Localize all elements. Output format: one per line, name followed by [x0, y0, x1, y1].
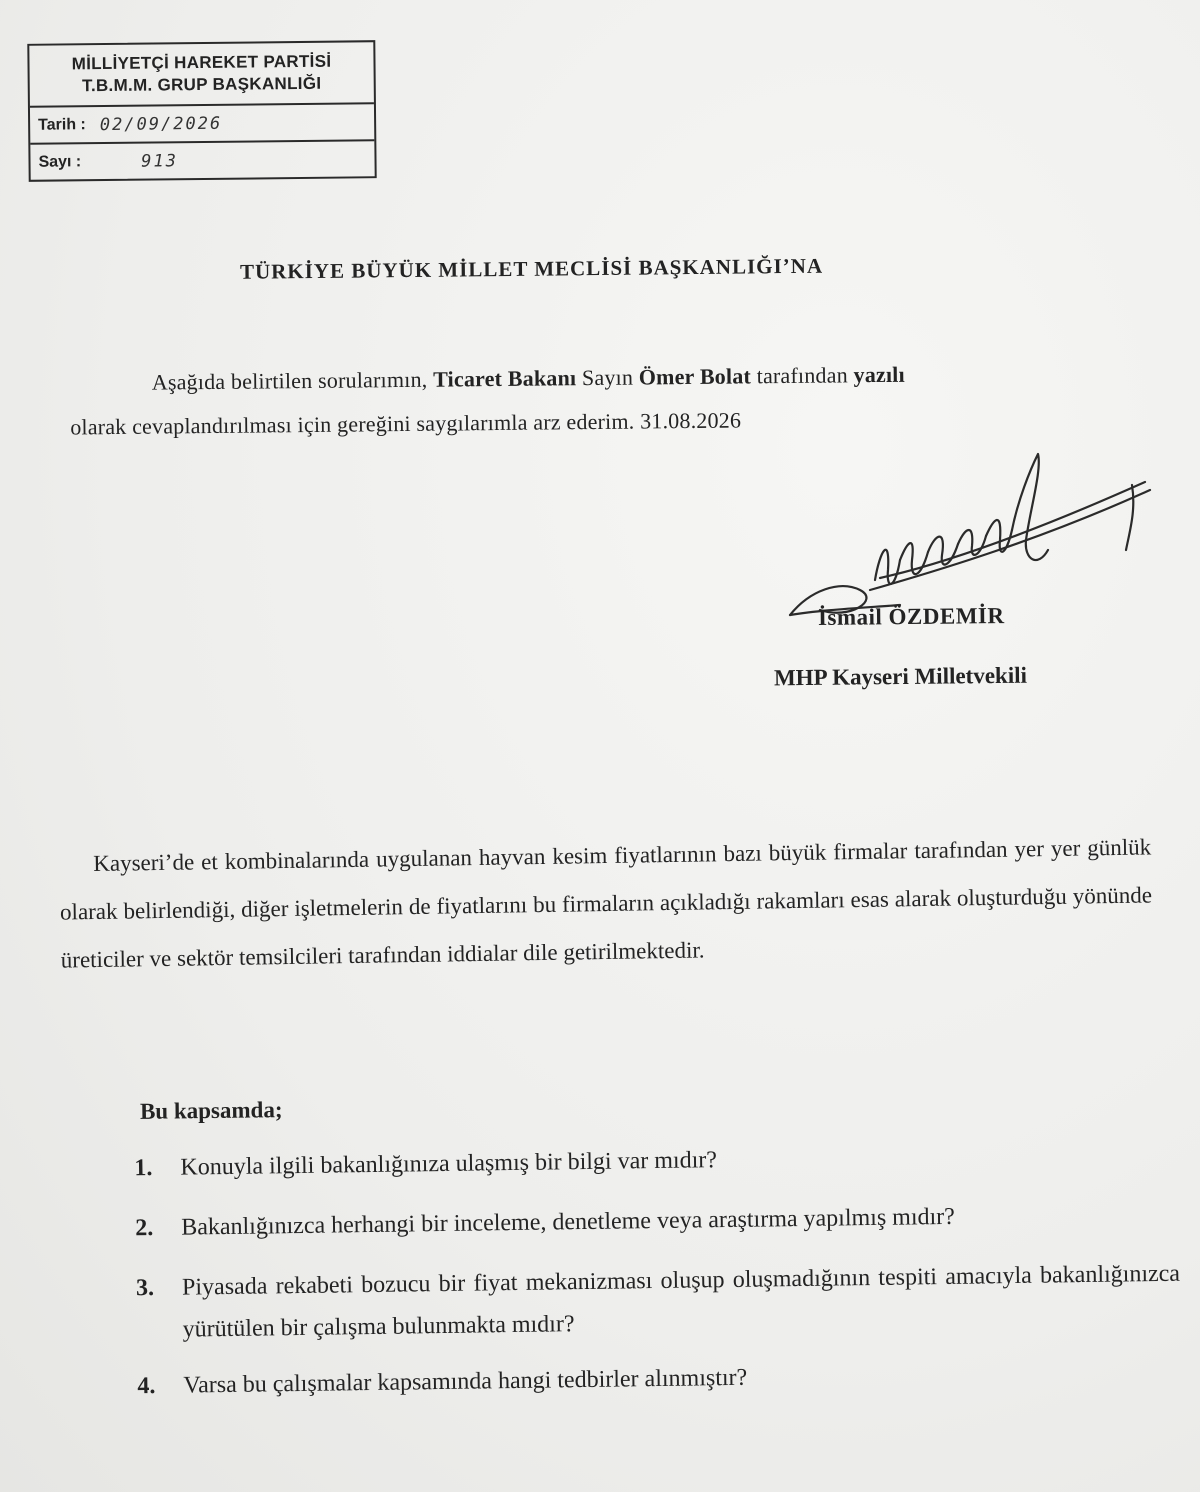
question-number: 4.	[137, 1373, 156, 1400]
stamp-date-row	[30, 104, 374, 143]
intro-written: yazılı	[853, 361, 905, 388]
question-number: 2.	[135, 1215, 154, 1242]
question-item	[134, 1133, 1178, 1190]
intro-ministry: Ticaret Bakanı	[432, 365, 577, 392]
question-item	[135, 1193, 1179, 1250]
stamp-group-name: T.B.M.M. GRUP BAŞKANLIĞI	[82, 73, 322, 96]
stamp-number-value: 913	[141, 150, 179, 172]
scope-heading: Bu kapsamda;	[139, 1097, 283, 1124]
intro-line-2: olarak cevaplandırılması için gereğini saygılarımla arz ederim. 31.08.2026	[70, 407, 742, 440]
question-text: Varsa bu çalışmalar kapsamında hangi tedbirler alınmıştır?	[183, 1364, 748, 1399]
stamp-party-name: MİLLİYETÇİ HAREKET PARTİSİ	[71, 51, 332, 74]
stamp-number-row	[30, 139, 374, 180]
question-text: Bakanlığınızca herhangi bir inceleme, denetleme veya araştırma yapılmış mıdır?	[181, 1203, 956, 1241]
stamp-header	[29, 42, 374, 108]
question-text: Konuyla ilgili bakanlığınıza ulaşmış bir bilgi var mıdır?	[180, 1147, 718, 1181]
intro-text-1: Aşağıda belirtilen sorularımın,	[151, 366, 434, 395]
body-text: Kayseri’de et kombinalarında uygulanan hayvan kesim fiyatlarının bazı büyük firmalar tarafından yer yer günlük olarak belirlendiği, diğer işletmelerin de fiyatlarını bu firmaların açıkladığı rakamları esas alarak oluşturduğu yönünde üreticiler ve sektör temsilcileri tarafından iddialar dile getirilmektedir.	[59, 834, 1153, 973]
document-title: TÜRKİYE BÜYÜK MİLLET MECLİSİ BAŞKANLIĞI’NA	[239, 253, 824, 284]
intro-minister: Ömer Bolat	[638, 363, 752, 390]
intro-text-2: Sayın	[576, 364, 639, 391]
intro-text-3: tarafından	[750, 362, 854, 389]
stamp-date-label: Tarih :	[38, 115, 86, 134]
question-item	[137, 1351, 1181, 1408]
intro-paragraph	[70, 351, 1121, 450]
question-item	[136, 1253, 1181, 1352]
question-number: 1.	[134, 1155, 153, 1182]
signer-title: MHP Kayseri Milletvekili	[773, 662, 1028, 691]
question-number: 3.	[135, 1275, 155, 1302]
signer-name: İsmail ÖZDEMİR	[817, 603, 1005, 630]
stamp-date-value: 02/09/2026	[99, 113, 223, 135]
question-list	[134, 1133, 1182, 1426]
stamp-number-label: Sayı :	[38, 152, 82, 171]
question-text: Piyasada rekabeti bozucu bir fiyat mekanizması oluşup oluşmadığının tespiti amacıyla bakanlığınızca yürütülen bir çalışma bulunmakta mıdır?	[181, 1260, 1181, 1343]
body-paragraph	[59, 823, 1153, 984]
registry-stamp	[27, 40, 376, 182]
